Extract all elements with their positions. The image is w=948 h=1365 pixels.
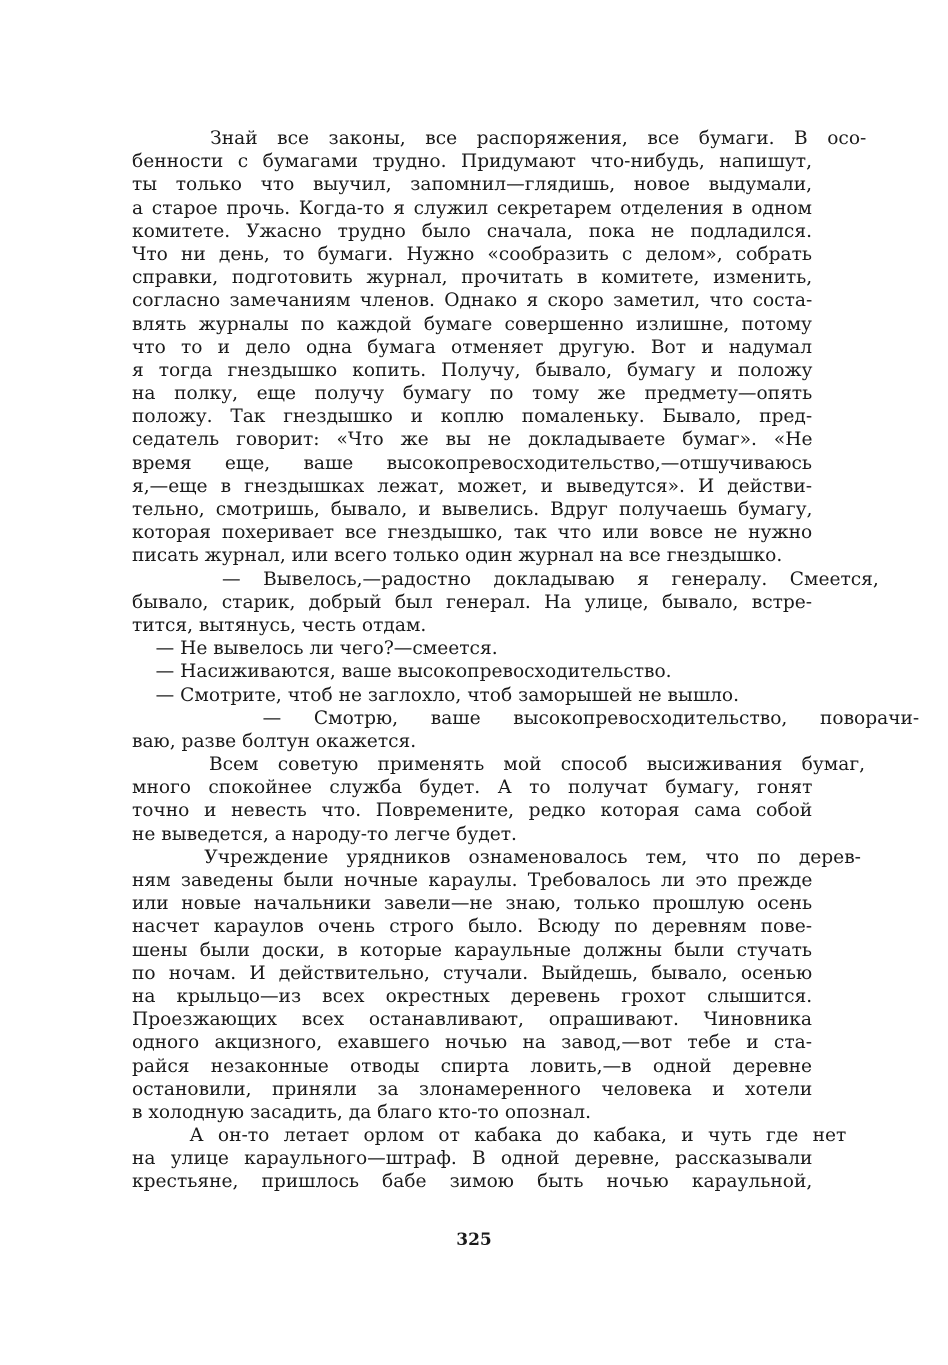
text-line: я,—еще в гнездышках лежат, может, и выведутся». И действи- [132, 475, 812, 497]
text-line: — Смотрите, чтоб не заглохло, чтоб заморышей не вышло. [132, 684, 740, 706]
text-line: райся незаконные отводы спирта ловить,—в одной деревне [132, 1055, 812, 1077]
text-line: шены были доски, в которые караульные должны были стучать [132, 939, 812, 961]
text-line: согласно замечаниям членов. Однако я скоро заметил, что соста- [132, 290, 813, 312]
text-line: на полку, еще получу бумагу по тому же предмету—опять [132, 383, 813, 405]
text-line: ты только что выучил, запомнил—глядишь, новое выдумали, [132, 174, 812, 196]
text-line: Учреждение урядников ознаменовалось тем, что по дерев- [132, 846, 861, 868]
text-line: бывало, старик, добрый был генерал. На улице, бывало, встре- [132, 591, 813, 613]
text-line: тится, вытянусь, честь отдам. [132, 614, 427, 636]
text-line: — Вывелось,—радостно докладываю я генералу. Смеется, [132, 568, 879, 590]
text-line: ваю, разве болтун окажется. [132, 730, 417, 752]
text-line: седатель говорит: «Что же вы не докладываете бумаг». «Не [132, 429, 813, 451]
text-line: одного акцизного, ехавшего ночью на завод,—вот тебе и ста- [132, 1032, 812, 1054]
text-line: в холодную засадить, да благо кто-то опознал. [132, 1101, 592, 1123]
text-line: а старое прочь. Когда-то я служил секретарем отделения в одном [132, 197, 812, 219]
text-line: крестьяне, пришлось бабе зимою быть ночью караульной, [132, 1171, 813, 1193]
body-text [132, 127, 920, 1194]
text-line: много спокойнее служба будет. А то получат бумагу, гонят [132, 777, 813, 799]
text-line: Проезжающих всех останавливают, опрашивают. Чиновника [132, 1009, 812, 1031]
text-line: Знай все законы, все распоряжения, все бумаги. В осо- [132, 128, 867, 149]
text-line: не выведется, а народу-то легче будет. [132, 823, 517, 845]
text-line: на крыльцо—из всех окрестных деревень грохот слышится. [132, 985, 813, 1007]
text-line: что то и дело одна бумага отменяет другую. Вот и надумал [132, 336, 813, 358]
text-line: по ночам. И действительно, стучали. Выйдешь, бывало, осенью [132, 962, 813, 984]
text-line: комитете. Ужасно трудно было сначала, пока не подладился. [132, 220, 812, 242]
text-line: — Насиживаются, ваше высокопревосходительство. [132, 661, 672, 683]
text-line: на улице караульного—штраф. В одной деревне, рассказывали [132, 1148, 813, 1170]
text-line: бенности с бумагами трудно. Придумают что-нибудь, напишут, [132, 151, 812, 173]
text-line: А он-то летает орлом от кабака до кабака, и чуть где нет [132, 1125, 847, 1147]
text-line: влять журналы по каждой бумаге совершенно излишне, потому [132, 313, 812, 335]
text-line: время еще, ваше высокопревосходительство,—отшучиваюсь [132, 452, 812, 474]
text-line: справки, подготовить журнал, прочитать в комитете, изменить, [132, 267, 813, 289]
text-line: писать журнал, или всего только один журнал на все гнездышко. [132, 545, 783, 567]
text-line: которая похеривает все гнездышко, так что или вовсе не нужно [132, 522, 813, 544]
text-line: насчет караулов очень строго было. Всюду по деревням пове- [132, 916, 812, 938]
text-line: тельно, смотришь, бывало, и вывелись. Вдруг получаешь бумагу, [132, 499, 813, 520]
text-line: ням заведены были ночные караулы. Требовалось ли это прежде [132, 870, 813, 891]
text-line: точно и невесть что. Повремените, редко которая сама собой [132, 800, 813, 822]
text-line: Всем советую применять мой способ высиживания бумаг, [132, 754, 865, 776]
text-line: положу. Так гнездышко и коплю помаленьку. Бывало, пред- [132, 406, 813, 428]
text-line: — Смотрю, ваше высокопревосходительство, поворачи- [132, 707, 920, 729]
text-line: или новые начальники завели—не знаю, только прошлую осень [132, 893, 813, 915]
text-line: я тогда гнездышко копить. Получу, бывало, бумагу и положу [132, 359, 813, 381]
text-line: — Не вывелось ли чего?—смеется. [132, 638, 498, 660]
text-line: Что ни день, то бумаги. Нужно «сообразить с делом», собрать [132, 243, 812, 265]
text-line: остановили, приняли за злонамеренного человека и хотели [132, 1078, 813, 1100]
page-number: 325 [456, 1230, 492, 1250]
